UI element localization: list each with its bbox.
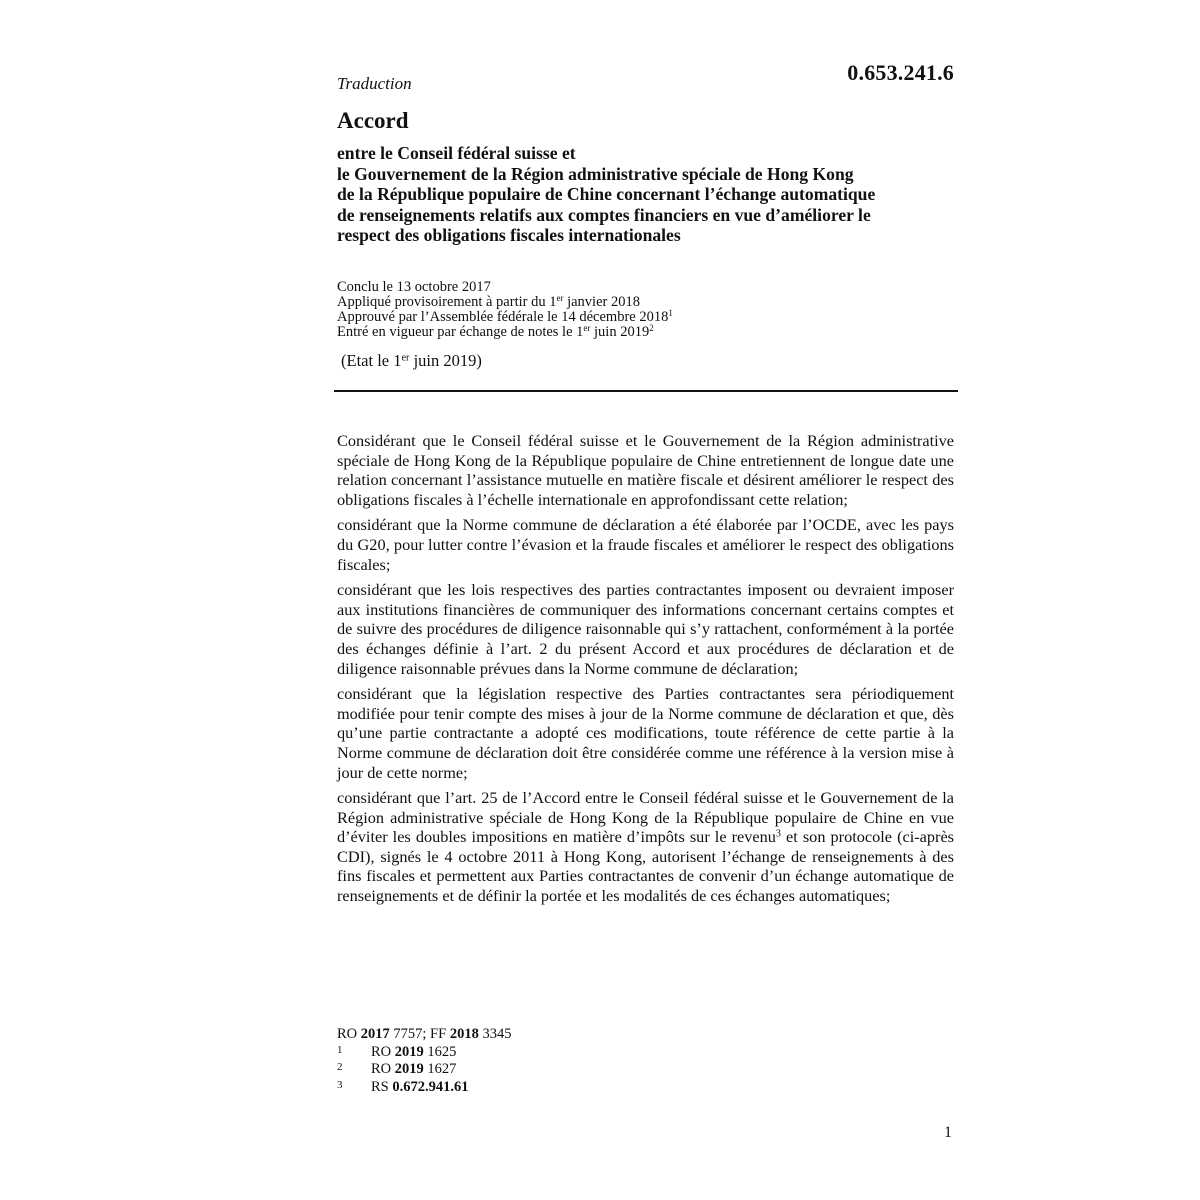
- page-number: 1: [944, 1124, 952, 1141]
- subtitle-line: de renseignements relatifs aux comptes financiers en vue d’améliorer le: [337, 204, 871, 225]
- preamble-paragraph: Considérant que le Conseil fédéral suisse et le Gouvernement de la Région administrative spéciale de Hong Kong de la République populaire de Chine entretiennent de longue date une relation concernant l’assistance mutuelle en matière fiscale et désirent améliorer le respect des obligations fiscales à l’échelle internationale en approfondissant cette relation;: [337, 431, 954, 509]
- document-number: 0.653.241.6: [847, 60, 954, 85]
- preamble: [337, 431, 954, 912]
- subtitle-line: le Gouvernement de la Région administrative spéciale de Hong Kong: [337, 163, 854, 184]
- concluded-date: Conclu le 13 octobre 2017: [337, 279, 491, 295]
- footnote: 2 RO 2019 1627: [337, 1061, 457, 1077]
- footnote: 3 RS 0.672.941.61: [337, 1078, 469, 1095]
- document-title: Accord: [337, 108, 409, 133]
- footnote-ref[interactable]: 3: [775, 828, 781, 840]
- translation-label: Traduction: [337, 74, 412, 93]
- preamble-paragraph: considérant que la législation respective des Parties contractantes sera périodiquement modifiée pour tenir compte des mises à jour de la Norme commune de déclaration et que, dès qu’une partie contractante a adopté ces modifications, toute référence de cette partie à la Norme commune de déclaration doit être considérée comme une référence à la version mise à jour de cette norme;: [337, 684, 954, 782]
- subtitle-line: respect des obligations fiscales internationales: [337, 225, 681, 245]
- preamble-paragraph: considérant que les lois respectives des parties contractantes imposent ou devraient imposer aux institutions financières de communiquer des informations concernant certains comptes et de suivre des procédures de diligence raisonnable qui s’y rattachent, conformément à la portée des échanges définie à l’art. 2 du présent Accord et aux procédures de déclaration et de diligence raisonnable prévues dans la Norme commune de déclaration;: [337, 580, 954, 678]
- approved-date: Approuvé par l’Assemblée fédérale le 14 décembre 2018$^1$: [337, 308, 673, 325]
- footnote-ref[interactable]: 1: [668, 308, 673, 319]
- publication-reference: RO 2017 7757; FF 2018 3345: [337, 1026, 512, 1042]
- footnotes: [337, 1027, 511, 1095]
- preamble-paragraph: considérant que la Norme commune de déclaration a été élaborée par l’OCDE, avec les pays du G20, pour lutter contre l’évasion et la fraude fiscales et améliorer le respect des obligations fiscales;: [337, 515, 954, 574]
- state-date: (Etat le 1er juin 2019): [341, 351, 482, 370]
- footnote-ref[interactable]: 2: [649, 323, 654, 334]
- document-subtitle: [337, 143, 967, 246]
- dates-block: [337, 280, 673, 340]
- subtitle-line: de la République populaire de Chine concernant l’échange automatique: [337, 184, 876, 204]
- entered-date: Entré en vigueur par échange de notes le 1er juin 2019$^2$: [337, 323, 654, 340]
- header-divider: [334, 390, 958, 392]
- footnote: 1 RO 2019 1625: [337, 1043, 457, 1060]
- subtitle-line: entre le Conseil fédéral suisse et: [337, 143, 576, 163]
- applied-date: Appliqué provisoirement à partir du 1er janvier 2018: [337, 293, 640, 310]
- preamble-paragraph: considérant que l’art. 25 de l’Accord entre le Conseil fédéral suisse et le Gouvernement de la Région administrative spéciale de Hong Kong de la République populaire de Chine en vue d’éviter les doubles impositions en matière d’impôts sur le revenu$^3$ et son protocole (ci-après CDI), signés le 4 octobre 2011 à Hong Kong, autorisent l’échange de renseignements à des fins fiscales et permettent aux Parties contractantes de convenir d’un échange automatique de renseignements et de définir la portée et les modalités de ces échanges automatiques;: [337, 788, 955, 906]
